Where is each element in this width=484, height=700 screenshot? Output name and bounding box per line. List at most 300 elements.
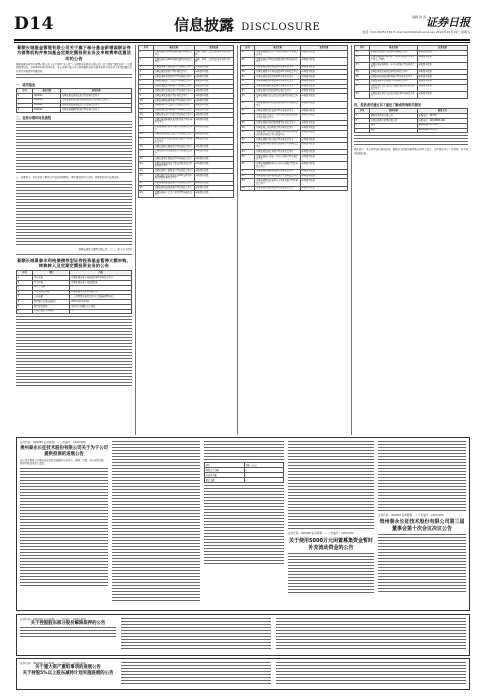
table-cell: 景顺长城景泰丰利纯债债券 [70, 281, 132, 286]
notice-paragraph: 三、重要提示：投资者欲了解基金产品的详细情况，请仔细阅读基金合同、招募说明书等法律文件。 [16, 176, 122, 180]
table-cell: 景顺长城基金管理有限公司 [70, 290, 132, 295]
notice-subtitle: 四、投资者可通过以下途径了解或咨询相关情况 [354, 103, 421, 108]
table-row [139, 174, 234, 181]
table-cell: 41 [241, 130, 255, 137]
table-row [355, 128, 468, 133]
table-cell: 景顺长城稳健增利六个月持有期混合型证券投资基金 [255, 162, 300, 169]
table-cell: 景顺长城中证沪港深红利成长低波动指数证券投资基金 [370, 84, 418, 91]
table-cell: 21 [139, 161, 154, 168]
table-cell: 申购费率优惠 [194, 70, 233, 75]
table-cell: 1 [17, 94, 33, 99]
table-cell: 55 [355, 75, 370, 80]
table-cell: 申购费率优惠 [300, 89, 347, 94]
table-cell: 申购费率优惠 [194, 157, 233, 162]
table-cell: 景顺长城景盛双息债券型证券投资基金 [255, 75, 300, 80]
notice-column [112, 441, 200, 607]
table-cell: 申购费率优惠 [194, 65, 233, 70]
table-cell: 景顺长城数字经济混合型证券投资基金 [255, 138, 300, 143]
table-cell: 申购费率优惠 [194, 79, 233, 84]
table-cell: 基金主代码 [33, 285, 70, 290]
table-cell: 19 [139, 149, 154, 156]
table-cell: 申购费率优惠 [194, 186, 233, 191]
table-cell: 48 [241, 174, 255, 179]
table-cell: 申购费率优惠 [194, 108, 233, 113]
table-body [17, 276, 132, 314]
notice-column [20, 662, 116, 686]
table-cell: 申购费率优惠 [417, 75, 467, 80]
table-cell: 申购费率优惠 [300, 179, 347, 186]
table-cell: 景顺长城品质长青混合型证券投资基金 [255, 150, 300, 155]
table-cell: 申购费率优惠 [194, 174, 233, 181]
table-cell: 34 [241, 89, 255, 94]
table-cell: 景顺长城景颐宏利债券型证券投资基金 [255, 84, 300, 89]
table-row [355, 62, 468, 69]
table-cell: 申购费率优惠 [194, 149, 233, 156]
table-cell: 景顺长城优选混合型证券投资基金 [153, 94, 194, 99]
table-row [355, 84, 468, 91]
table-cell: 剩余金额 [205, 478, 245, 483]
text-lines [112, 441, 200, 601]
table-cell: 景顺长城稳健回报混合型证券投资基金 [61, 108, 132, 113]
table-cell: 3 [355, 123, 370, 128]
notice-column [276, 618, 466, 652]
table-cell: 保护基金份额持有人利益 [70, 304, 132, 309]
table-cell: 客服电话：95570 [417, 114, 467, 119]
fund-table [354, 45, 468, 99]
table-cell: 申购费率优惠 [300, 58, 347, 65]
table-cell: 景顺长城景颐双利债券型证券投资基金 [255, 65, 300, 70]
table-cell: 景顺长城核心优选一年持有期混合型证券投资基金 [255, 155, 300, 162]
text-lines [20, 627, 116, 639]
table-header: 基金名称 [61, 89, 132, 94]
notice-column [121, 618, 271, 652]
table-cell: 申购费率优惠 [194, 137, 233, 144]
notice-title: 关于控股股东部分股份解除质押的公告 [30, 621, 106, 627]
table-cell: 申购费率优惠 [194, 118, 233, 125]
table-cell: 44 [241, 150, 255, 155]
table-cell: 38 [241, 113, 255, 120]
table-cell: 申购费率优惠 [417, 55, 467, 62]
table-cell: 35 [241, 94, 255, 101]
table-row [241, 101, 348, 108]
table-cell: 景顺长城量化精选股票型证券投资基金 [153, 157, 194, 162]
notice-column [288, 441, 374, 607]
text-lines [276, 618, 466, 650]
table-cell: 景顺长城中证500指数增强型证券投资基金 [153, 58, 194, 65]
text-lines [16, 74, 132, 80]
table-cell: 9 [139, 94, 154, 99]
table-cell: 景顺长城中证红利低波动100交易型开放式指数证券投资基金 [153, 174, 194, 181]
table-cell: 基金管理人名称 [33, 290, 70, 295]
table-cell: 网站 [370, 123, 418, 128]
table-cell: 景顺长城集英成长两年定期开放混合型证券投资基金 [255, 179, 300, 186]
table-cell: 申购费率优惠 [300, 79, 347, 84]
table-row [241, 179, 348, 186]
table-cell: 2022年10月14日 [70, 300, 132, 305]
table-cell: 景顺长城基金管理有限公司 [370, 118, 418, 123]
table-cell: 景顺长城精选蓝筹混合型证券投资基金 [153, 99, 194, 104]
table-cell: 申购费率优惠 [417, 84, 467, 91]
table-cell: 54 [355, 70, 370, 75]
table-body [355, 114, 468, 133]
stock-code-line: 证券代码：000000 证券简称：— 公告编号：2022-000 [20, 441, 86, 444]
table-cell: 景顺长城研究精选股票型证券投资基金 [153, 145, 194, 150]
fund-table [240, 45, 348, 191]
table-cell: 000000 [33, 108, 61, 113]
table-cell: 申购、赎回、定投及转换业务正常办理 [194, 58, 233, 65]
contact-table [354, 108, 468, 133]
table-row [241, 142, 348, 149]
table-cell: 22 [139, 169, 154, 174]
table-cell: 申购费率优惠 [194, 145, 233, 150]
fund-table [16, 88, 132, 113]
text-lines [121, 662, 271, 684]
table-cell: 申购费率优惠 [194, 169, 233, 174]
table-cell: 50 [241, 186, 255, 191]
table-cell: 申购费率优惠 [194, 89, 233, 94]
table-cell: 景顺长城核心竞争力混合型证券投资基金 [153, 125, 194, 132]
table-cell: 景顺长城资源垄断混合型证券投资基金 [153, 108, 194, 113]
table-cell: 45 [241, 155, 255, 162]
notice-title: 景顺长城景泰丰利纯债债券型证券投资基金暂停大额申购、转换转入及定期定额投资业务的公告 [16, 257, 132, 269]
table-cell: 11 [139, 103, 154, 108]
table-cell: 申购费率优惠 [300, 108, 347, 113]
table-cell: 申购费率优惠 [300, 162, 347, 169]
table-cell: 网站 [370, 128, 418, 133]
table-row [17, 309, 132, 314]
table-header: 序号 [355, 46, 370, 51]
table-cell: 6 [139, 79, 154, 84]
table-cell: 8 [17, 309, 33, 314]
divider [16, 254, 132, 255]
table-cell: 景顺长城支柱产业混合型证券投资基金 [153, 113, 194, 118]
table-row [139, 50, 234, 57]
table-cell: 申购费率优惠 [300, 138, 347, 143]
table-cell: 53 [355, 62, 370, 69]
table-cell: 2 [17, 98, 33, 103]
table-cell: 申购费率优惠 [300, 84, 347, 89]
table-cell: 基金简称 [33, 281, 70, 286]
table-cell: 申购费率优惠 [300, 113, 347, 120]
text-lines [20, 468, 108, 588]
section-title-cn: 信息披露 [174, 16, 235, 34]
table-cell: 7 [139, 84, 154, 89]
table-cell: 1 [139, 50, 154, 57]
table-cell: 景顺长城稳定收益债券型证券投资基金 [255, 79, 300, 84]
table-cell: 58 [355, 92, 370, 99]
table-cell: 46 [241, 162, 255, 169]
table-cell: 景顺长城能源基建混合型证券投资基金 [153, 84, 194, 89]
table-cell: 1 [17, 276, 33, 281]
table-cell: 景顺长城鼎益混合型证券投资基金 [153, 70, 194, 75]
section-title [174, 14, 321, 35]
table-row [139, 161, 234, 168]
table-cell: 已使用金额 [205, 473, 245, 478]
table-cell: 申购费率优惠 [300, 70, 347, 75]
masthead-rule-thin [14, 42, 470, 43]
masthead-rule [14, 39, 470, 41]
notice-title: 关于重大资产重组事项的进展公告 [35, 665, 101, 671]
table-row [139, 149, 234, 156]
table-cell: 51 [355, 50, 370, 55]
table-cell: 募集资金总额 [205, 468, 245, 473]
text-lines [378, 534, 466, 594]
table-row [355, 92, 468, 99]
table-cell: 申购费率优惠 [417, 70, 467, 75]
notice-box [16, 658, 470, 690]
notice-title: 景顺长城基金管理有限公司关于旗下部分基金新增国联证券为销售机构并参加基金定期定额投资业务及申购费率优惠活动的公告 [16, 45, 132, 61]
notice-column [20, 618, 116, 652]
table-row [241, 155, 348, 162]
stock-code-line: 证券代码：000000 证券简称：— 公告编号：2022-000 [378, 514, 444, 517]
table-header: 序号 [355, 109, 370, 114]
table-cell: — [70, 309, 132, 314]
table-header: 项目 [33, 271, 70, 276]
stock-code-line: 证券代码：000000 证券简称：— 公告编号：2022-000 [20, 662, 86, 665]
table-cell: www.glsc.com.cn [417, 128, 467, 133]
table-cell: 52 [355, 55, 370, 62]
table-cell: — [70, 285, 132, 290]
table-row [205, 478, 284, 483]
table-body [205, 463, 284, 483]
text-lines [378, 441, 466, 513]
table-cell: 景顺长城专精特新量化优选股票型证券投资基金 [255, 142, 300, 149]
table-cell: 景顺长城沪港深精选股票型证券投资基金 [153, 149, 194, 156]
table-row [241, 162, 348, 169]
text-lines [16, 316, 132, 386]
table-cell: 申购费率优惠 [194, 113, 233, 118]
table-cell: 景顺长城中国回报灵活配置混合型证券投资基金 [153, 137, 194, 144]
table-cell: 000000 [33, 103, 61, 108]
table-header: 基金代码 [33, 89, 61, 94]
text-lines [121, 618, 271, 650]
text-lines [288, 441, 374, 531]
notice-title: 关于使用5000万元闲置募集资金暂时补充流动资金的公告 [289, 538, 373, 551]
table-cell: 申购、赎回、定投及转换业务正常办理 [194, 50, 233, 57]
table-cell: 申购费率优惠 [300, 121, 347, 126]
table-cell: 申购费率优惠 [194, 103, 233, 108]
notice-signature: 景顺长城基金管理有限公司 二〇二二年十月十四日 [78, 247, 132, 251]
table-cell: 4 [355, 128, 370, 133]
table-cell: 申购费率优惠 [300, 130, 347, 137]
table-cell: 3 [17, 103, 33, 108]
table-cell: 28 [241, 58, 255, 65]
table-cell: 18 [139, 145, 154, 150]
table-row [241, 113, 348, 120]
table-cell: 景顺长城成长龙头一年持有期混合型证券投资基金 [255, 50, 300, 57]
table-cell: 2 [355, 118, 370, 123]
table-cell: 景顺长城鑫月薪定期支付债券型证券投资基金 [255, 94, 300, 101]
table-cell: 25 [139, 186, 154, 191]
table-cell: 景顺长城绩优成长混合型证券投资基金 [255, 108, 300, 113]
table-cell: 申购费率优惠 [194, 132, 233, 137]
table-cell: 27 [241, 50, 255, 57]
footnote: 风险提示：本公司承诺以诚实信用、勤勉尽责的原则管理和运用基金资产，但不保证基金一定盈利，也不保证最低收益。 [354, 148, 468, 155]
table-cell: 申购费率优惠 [417, 50, 467, 55]
table-header: 内容 [70, 271, 132, 276]
table-cell: 景顺长城电子信息产业股票型证券投资基金 [153, 191, 194, 198]
table-cell: 14 [139, 118, 154, 125]
table-cell: 29 [241, 65, 255, 70]
table-cell: 2 [139, 58, 154, 65]
table-header: 序号 [241, 46, 255, 51]
table-row [241, 58, 348, 65]
table-cell: 景顺长城环保优势股票型证券投资基金 [153, 75, 194, 80]
table-cell: 000000 [33, 98, 61, 103]
text-lines [16, 121, 132, 175]
table-cell: — [244, 468, 284, 473]
table-cell: 景顺长城创新成长混合型证券投资基金 [153, 181, 194, 186]
table-header: 业务安排 [300, 46, 347, 51]
table-cell: 景顺长城内需增长混合型证券投资基金 [153, 89, 194, 94]
table-cell: 景顺长城新兴成长混合型证券投资基金 [153, 65, 194, 70]
table-row [241, 94, 348, 101]
table-cell: 申购费率优惠 [417, 79, 467, 84]
table-cell: 景顺长城科技创新混合型证券投资基金 [153, 186, 194, 191]
table-cell: 景顺长城景颐丰利债券型证券投资基金 [370, 50, 418, 55]
text-lines [16, 181, 132, 247]
table-cell: 7 [17, 304, 33, 309]
table-cell: 申购费率优惠 [194, 75, 233, 80]
column-3 [240, 45, 348, 435]
table-cell: 景顺长城景泰汇利定期开放债券型证券投资基金 [370, 92, 418, 99]
table-cell: 2 [17, 281, 33, 286]
table-cell: 申购费率优惠 [300, 186, 347, 191]
table-cell: 8 [139, 89, 154, 94]
editor-line: 编辑 孙 涛 [412, 15, 426, 19]
table-cell: 景顺长城中短债债券型证券投资基金 [255, 89, 300, 94]
table-body [17, 94, 132, 113]
table-row [241, 130, 348, 137]
table-cell: 申购费率优惠 [300, 125, 347, 130]
table-header: 联系方式 [417, 109, 467, 114]
table-body [355, 50, 468, 99]
table-cell: 申购费率优惠 [194, 181, 233, 186]
table-cell: 公告依据 [33, 295, 70, 300]
table-cell: 32 [241, 79, 255, 84]
table-cell: 37 [241, 108, 255, 113]
column-4 [354, 45, 468, 435]
notice-title: 关于持股5%以上股东减持计划实施进展的公告 [22, 670, 114, 676]
table-cell: 47 [241, 169, 255, 174]
table-cell: 景顺长城公司治理混合型证券投资基金 [255, 125, 300, 130]
table-cell: 申购费率优惠 [300, 50, 347, 57]
table-cell: 申购费率优惠 [300, 142, 347, 149]
notice-subtitle: 二、业务办理时间及流程 [16, 116, 52, 121]
table-cell: 景顺长城优质成长股票型证券投资基金 [61, 103, 132, 108]
table-header: 基金名称 [370, 46, 418, 51]
column-rule [237, 45, 238, 435]
table-cell: 申购费率优惠 [194, 94, 233, 99]
table-row [241, 186, 348, 191]
table-cell: 申购费率优惠 [194, 99, 233, 104]
table-cell: 申购费率优惠 [300, 101, 347, 108]
table-cell: 17 [139, 137, 154, 144]
table-cell: 项目 [205, 463, 245, 468]
table-cell: 暂停原因说明 [33, 304, 70, 309]
table-header: 基金名称 [255, 46, 300, 51]
contact-line: 电话: 010-83251716 E-mail:zqrb9@zqrb.sina.net 2022年10月14日 星期五 [362, 30, 470, 34]
notice-title: 贵州泰永长征技术股份有限公司第三届董事会第十次会议决议公告 [379, 519, 465, 532]
column-rule [135, 45, 136, 435]
table-cell: 申购费率优惠 [300, 150, 347, 155]
table-cell: — [244, 478, 284, 483]
table-row [139, 118, 234, 125]
table-cell: 3 [17, 285, 33, 290]
table-cell: 申购费率优惠 [194, 191, 233, 198]
table-row [139, 137, 234, 144]
table-cell: 15 [139, 125, 154, 132]
table-cell: 申购费率优惠 [194, 125, 233, 132]
table-cell: 申购费率优惠 [194, 161, 233, 168]
table-cell: 42 [241, 138, 255, 143]
notice-column [204, 441, 284, 607]
table-cell: 景顺长城四季金利纯债债券型证券投资基金 [255, 70, 300, 75]
table-cell: 景顺长城安享回报灵活配置混合型证券投资基金 [255, 58, 300, 65]
text-lines [288, 553, 374, 593]
table-cell: 景顺长城策略精选灵活配置混合型证券投资基金 [153, 118, 194, 125]
table-cell: 景顺长城双息收益债券型证券投资基金 [370, 70, 418, 75]
table-cell: 暂停相关业务的起始日 [33, 300, 70, 305]
table-cell: 景顺长城成长之星股票型证券投资基金 [153, 79, 194, 84]
table-cell: www.igwfmc.com [417, 123, 467, 128]
table-header: 业务安排 [194, 46, 233, 51]
table-header: 序号 [17, 89, 33, 94]
table-cell: 1 [355, 114, 370, 119]
table-cell: 4 [139, 70, 154, 75]
table-cell: 4 [17, 290, 33, 295]
table-cell: 43 [241, 142, 255, 149]
table-cell: 景顺长城中证科技传媒通信150交易型开放式指数证券投资基金联接基金 [255, 130, 300, 137]
notice-box [16, 614, 470, 656]
table-cell: 10 [139, 99, 154, 104]
table-cell: 23 [139, 174, 154, 181]
column-rule [351, 45, 352, 435]
table-cell: 景顺长城品质投资混合型证券投资基金 [153, 132, 194, 137]
table-cell: 5 [139, 75, 154, 80]
table-cell: 申购费率优惠 [194, 84, 233, 89]
table-cell: 景顺长城价值边际灵活配置混合型证券投资基金 [61, 98, 132, 103]
table-cell: 4 [17, 108, 33, 113]
table-cell: 20 [139, 157, 154, 162]
table-cell: 36 [241, 101, 255, 108]
table-row [139, 125, 234, 132]
table-cell: 申购费率优惠 [300, 65, 347, 70]
table-cell: 景顺长城景泰纯利债券型证券投资基金 [255, 169, 300, 174]
table-cell: 24 [139, 181, 154, 186]
column-1 [16, 45, 132, 435]
table-row [139, 191, 234, 198]
table-body [241, 50, 348, 191]
table-cell: 6 [17, 300, 33, 305]
table-cell: 景顺长城泰安回报灵活配置混合型证券投资基金 [255, 101, 300, 108]
text-lines [354, 135, 468, 147]
table-row [17, 108, 132, 113]
table-cell: 景顺长城医疗健康混合型证券投资基金 [153, 169, 194, 174]
table-cell: 景顺长城品质成长混合型证券投资基金 [61, 94, 132, 99]
notice-paragraph: 根据景顺长城基金管理有限公司（以下简称“本公司”）与国联证券股份有限公司（以下简称“国联证券”）签署的销售协议，自2022年10月14日起，本公司旗下部分基金新增国联证券为销售机构并参加基金定期定额投资业务及申购费率优惠活动。 [16, 63, 132, 73]
table-cell: 其他需要提示的事项 [33, 309, 70, 314]
table-cell: 49 [241, 179, 255, 186]
section-title-en: DISCLOSURE [241, 22, 321, 33]
table-cell: 16 [139, 132, 154, 137]
table-cell: 国联证券股份有限公司 [370, 114, 418, 119]
table-cell: 基金名称 [33, 276, 70, 281]
notice-column [378, 441, 466, 607]
table-cell: 《公开募集证券投资基金信息披露管理办法》 [70, 295, 132, 300]
table-cell: 申购费率优惠 [300, 75, 347, 80]
table-cell: 景顺长城景瑞双利债券型证券投资基金 [255, 186, 300, 191]
